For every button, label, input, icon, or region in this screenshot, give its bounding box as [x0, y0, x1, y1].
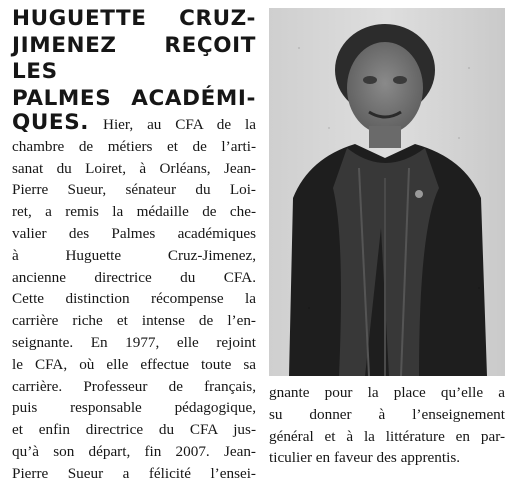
body-line: seignante. En 1977, elle rejoint — [12, 333, 256, 351]
body-line: puis responsable pédagogique, — [12, 399, 256, 417]
body-line: à Huguette Cruz-Jimenez, — [12, 246, 256, 264]
body-line: qu’à son départ, fin 2007. Jean- — [12, 442, 256, 460]
body-line: carrière. Professeur de français, — [12, 377, 256, 395]
article-body — [12, 112, 256, 485]
body-line: et enfin directrice du CFA jus- — [12, 421, 256, 439]
body-line: valier des Palmes académiques — [12, 224, 256, 242]
body-line: sanat du Loiret, à Orléans, Jean- — [12, 159, 256, 177]
body-line: ticulier en faveur des apprentis. — [269, 449, 461, 467]
body-line: ancienne directrice du CFA. — [12, 268, 256, 286]
article-left-column — [12, 6, 256, 485]
body-line: Pierre Sueur, sénateur du Loi- — [12, 181, 256, 199]
headline-line: JIMENEZ REÇOIT LES — [12, 32, 256, 84]
body-line: QUES. Hier, au CFA de la — [12, 110, 256, 135]
body-line: gnante pour la place qu’elle a — [269, 384, 505, 401]
body-line: ret, a remis la médaille de che- — [12, 203, 256, 221]
headline-line: HUGUETTE CRUZ- — [12, 6, 256, 31]
article-headline — [12, 6, 256, 112]
article-right-column — [269, 382, 505, 469]
body-line: chambre de métiers et de l’arti- — [12, 137, 256, 155]
body-line: carrière riche et intense de l’en- — [12, 312, 256, 330]
body-line: Cette distinction récompense la — [12, 290, 256, 308]
headline-line: QUES. — [12, 110, 90, 135]
body-line: su donner à l’enseignement — [269, 405, 505, 423]
headline-line: PALMES ACADÉMI- — [12, 85, 256, 111]
body-line: le CFA, où elle effectue toute sa — [12, 355, 256, 373]
portrait-photo — [269, 8, 505, 376]
body-line: général et à la littérature en par- — [269, 427, 505, 445]
body-line: Pierre Sueur a félicité l’ensei- — [12, 464, 256, 482]
